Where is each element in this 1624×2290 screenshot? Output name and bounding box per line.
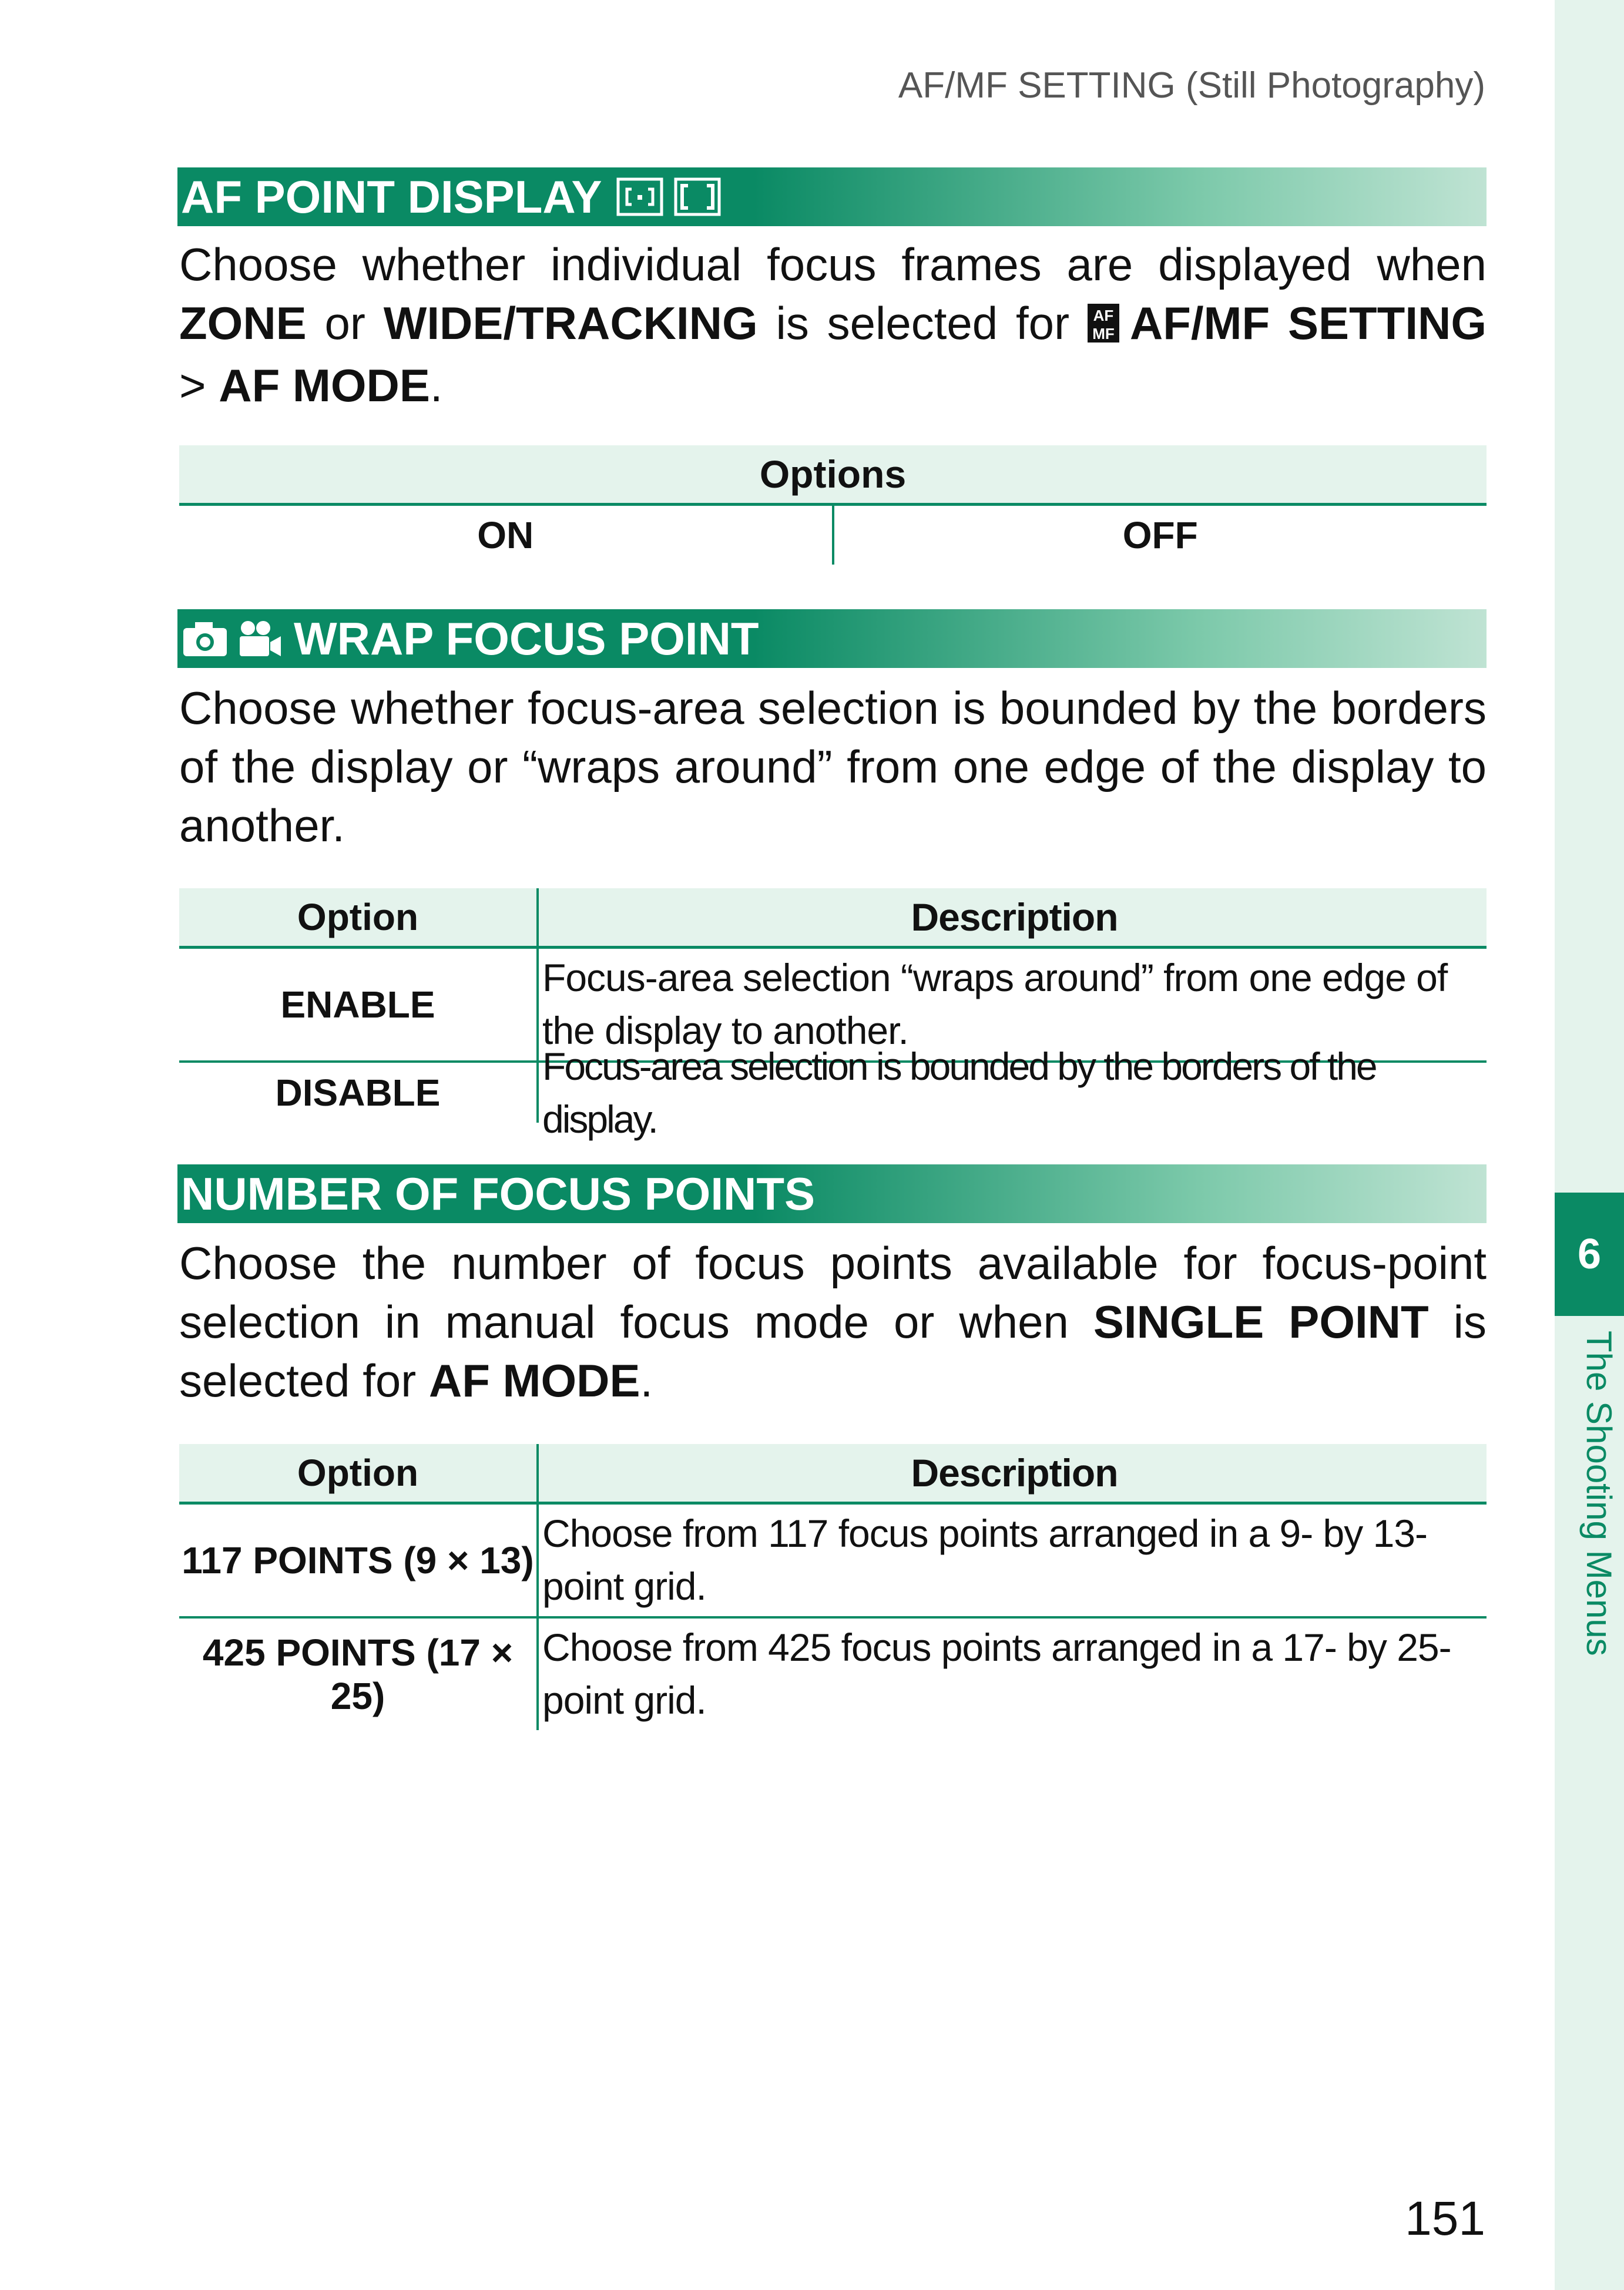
- table-header: [179, 445, 1487, 506]
- wide-tracking-term: WIDE/TRACKING: [383, 297, 758, 349]
- svg-text:MF: MF: [1092, 325, 1115, 343]
- af-point-display-description: Choose whether individual focus frames are displayed when ZONE or WIDE/TRACKING is selected for AF MF AF/MF SETTING > AF MODE.: [179, 239, 1487, 411]
- table-row: [179, 1045, 1487, 1141]
- chapter-title: The Shooting Menus: [1579, 1331, 1619, 1656]
- number-of-focus-points-description: Choose the number of focus points available for focus-point selection in manual focus mode or when SINGLE POINT is selected for AF MODE.: [179, 1237, 1487, 1406]
- number-of-focus-points-title: NUMBER OF FOCUS POINTS: [181, 1168, 816, 1220]
- focus-frame-small-icon: [616, 177, 663, 216]
- option-off: OFF: [1122, 514, 1198, 556]
- option-column-header: Option: [179, 1444, 539, 1502]
- focus-frame-wide-icon: [674, 177, 721, 216]
- description-column-header: Description: [911, 895, 1118, 939]
- running-head: AF/MF SETTING (Still Photography): [898, 65, 1485, 106]
- table-row: [179, 506, 1487, 565]
- option-on: ON: [179, 506, 834, 565]
- description-column-header: Description: [911, 1451, 1118, 1495]
- wrap-focus-point-title: WRAP FOCUS POINT: [294, 613, 759, 664]
- option-117-points-description: Choose from 117 focus points arranged in a 9- by 13-point grid.: [542, 1512, 1427, 1608]
- option-disable: DISABLE: [179, 1063, 539, 1123]
- af-point-display-title: AF POINT DISPLAY: [181, 171, 602, 223]
- af-mf-menu-icon: [1088, 297, 1119, 356]
- af-mf-setting-term: AF/MF SETTING: [1129, 297, 1487, 349]
- af-point-display-options-table: [179, 445, 1487, 565]
- option-425-points: 425 POINTS (17 × 25): [179, 1619, 539, 1730]
- single-point-term: SINGLE POINT: [1093, 1296, 1429, 1348]
- option-disable-description: Focus-area selection is bounded by the borders of the display.: [542, 1045, 1376, 1141]
- wrap-focus-point-table: [179, 888, 1487, 1141]
- wrap-focus-point-heading: [177, 609, 1487, 668]
- number-of-focus-points-heading: [177, 1164, 1487, 1223]
- wrap-focus-point-description: Choose whether focus-area selection is bounded by the borders of the display or “wraps around” from one edge of the display to another.: [179, 682, 1487, 851]
- svg-text:AF: AF: [1093, 307, 1114, 324]
- camera-icon: [181, 619, 229, 659]
- chapter-number: 6: [1555, 1193, 1624, 1316]
- options-header: Options: [759, 452, 907, 496]
- table-header: [179, 888, 1487, 949]
- af-mode-term: AF MODE: [428, 1355, 640, 1406]
- option-enable: ENABLE: [179, 949, 539, 1060]
- chapter-side-tab: [1555, 0, 1624, 2290]
- movie-camera-icon: [235, 619, 283, 659]
- option-117-points: 117 POINTS (9 × 13): [179, 1505, 539, 1616]
- option-column-header: Option: [179, 888, 539, 946]
- page-number: 151: [1405, 2192, 1485, 2245]
- table-row: [179, 1619, 1487, 1730]
- af-mode-term: AF MODE: [219, 360, 430, 411]
- af-point-display-heading: [177, 167, 1487, 226]
- option-enable-description: Focus-area selection “wraps around” from one edge of the display to another.: [542, 956, 1448, 1052]
- number-of-focus-points-table: [179, 1444, 1487, 1730]
- zone-term: ZONE: [179, 297, 307, 349]
- option-425-points-description: Choose from 425 focus points arranged in a 17- by 25-point grid.: [542, 1626, 1451, 1722]
- table-row: [179, 1505, 1487, 1619]
- table-header: [179, 1444, 1487, 1505]
